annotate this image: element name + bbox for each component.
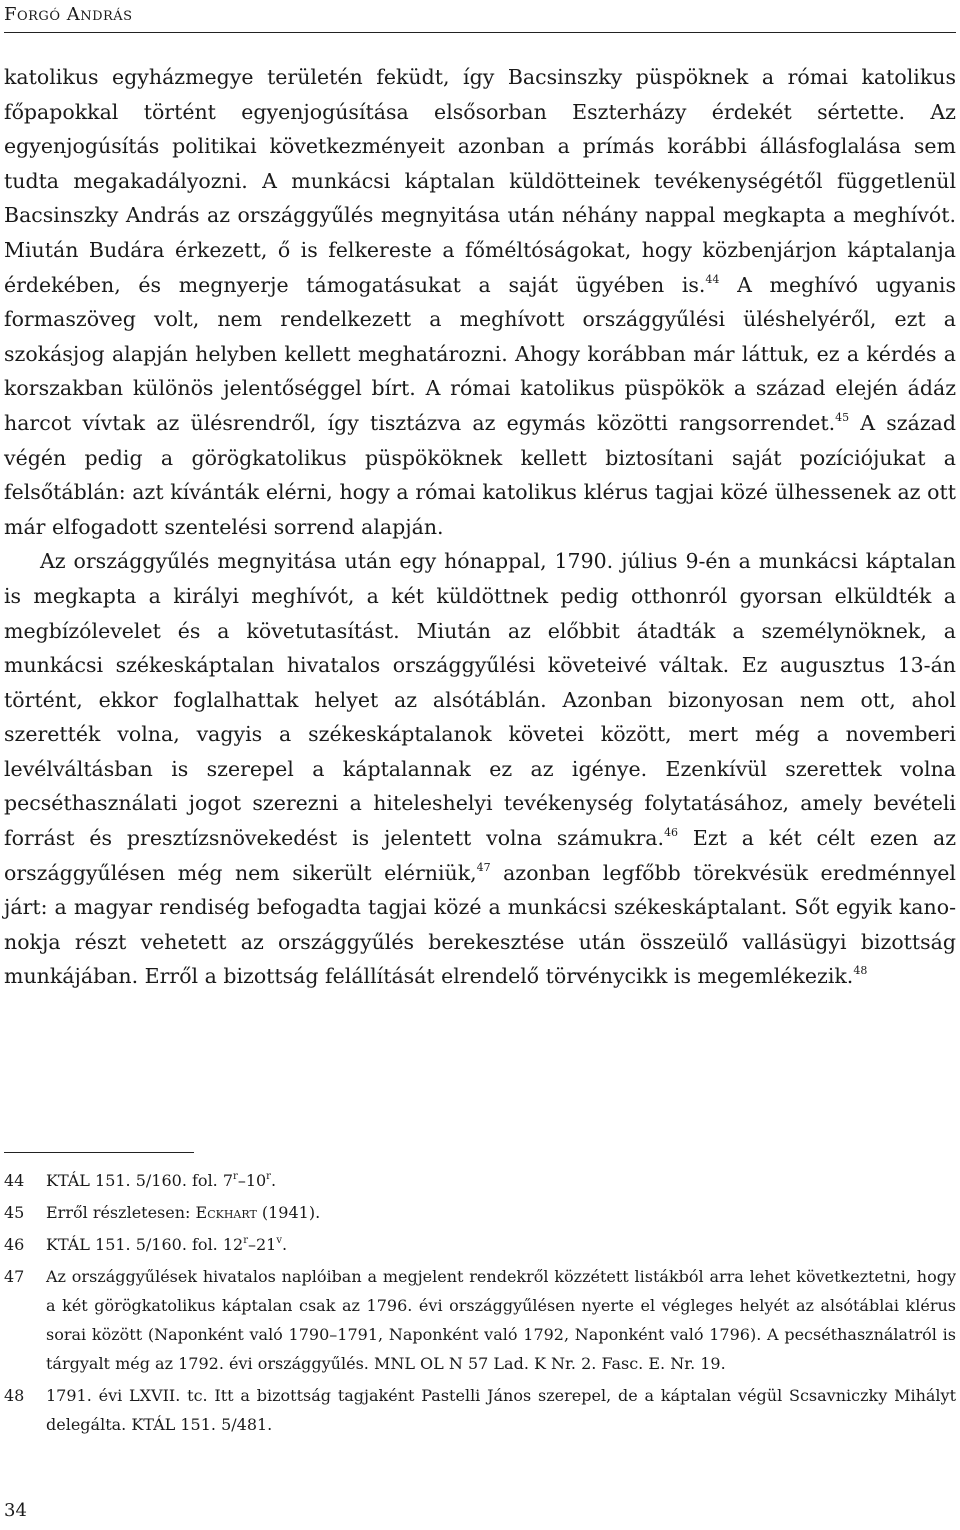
page-number: 34 — [4, 1500, 27, 1521]
footnote-text: KTÁL 151. 5/160. fol. 12$^r$–21$^v$. — [46, 1235, 288, 1254]
footnote-number: 47 — [4, 1267, 25, 1286]
footnote-number: 44 — [4, 1171, 25, 1190]
footnote-ref-48[interactable]: 48 — [853, 964, 868, 978]
footnote-45 — [4, 1198, 956, 1227]
footnote-text: 1791. évi LXVII. tc. Itt a bizottság tagjaként Pastelli János szerepel, de a káptalan végül Scsavniczky Mihályt delegálta. KTÁL 151. 5/481. — [46, 1386, 956, 1434]
footnote-47 — [4, 1262, 956, 1378]
footnote-ref-47[interactable]: 47 — [476, 860, 491, 874]
main-text — [4, 60, 956, 994]
footnote-ref-45[interactable]: 45 — [835, 410, 850, 424]
footnote-number: 46 — [4, 1235, 25, 1254]
footnote-44 — [4, 1166, 956, 1195]
footnote-46 — [4, 1230, 956, 1259]
header-rule — [4, 32, 956, 33]
footnote-ref-46[interactable]: 46 — [664, 826, 679, 840]
footnote-text: Erről részletesen: Eckhart (1941). — [46, 1203, 321, 1222]
footnote-48 — [4, 1381, 956, 1439]
running-head: Forgó András — [4, 4, 133, 25]
footnote-ref-44[interactable]: 44 — [705, 272, 720, 286]
footnote-text: KTÁL 151. 5/160. fol. 7$^r$–10$^r$. — [46, 1171, 277, 1190]
footnotes — [4, 1166, 956, 1439]
paragraph-1: katolikus egyházmegye területén feküdt, így Bacsinszky püspöknek a római katolikus főpapokkal történt egyenjogúsítása elsősorban Eszterházy érdekét sértette. Az egyenjogúsítás politikai következményeit azonban a prímás korábbi állásfoglalása sem tudta megakadályozni. A munkácsi káptalan küldötteinek tevékenységétől függetlenül Bacsinszky András az országgyűlés megnyitása után néhány nappal megkapta a meghívót. Miután Budára érkezett, ő is felkereste a főméltóságokat, hogy közbenjárjon káptalanja érdekében, és megnyerje támogatásukat a saját ügyében is.$^{44}$ A meghívó ugyanis formaszöveg volt, nem rendelkezett a meghívott országgyűlési üléshelyéről, ezt a szokásjog alapján helyben kellett meghatározni. Ahogy korábban már láttuk, ez a kérdés a korszakban különös jelentőséggel bírt. A római katolikus püspökök a század elején ádáz harcot vívtak az ülésrendről, így tisztázva az egymás közötti rangsorrendet.$^{45}$ A század végén pedig a görögkatolikus püspököknek kellett biztosítani saját pozíciójukat a felsőtáblán: azt kívánták elérni, hogy a római katolikus klérus tagjai közé ülhessenek az ott már elfogadott szentelési sorrend alapján. — [4, 65, 956, 539]
paragraph-2: Az országgyűlés megnyitása után egy hónappal, 1790. július 9-én a munkácsi káptalan is megkapta a királyi meghívót, a két küldöttnek pedig otthonról gyorsan elküldték a megbízólevelet és a követutasítást. Miután az előbbit átadták a személynöknek, a munkácsi székeskáptalan hivatalos országgyűlési követeivé váltak. Ez augusztus 13-án történt, ekkor foglalhattak helyet az alsótáblán. Azonban bizonyosan nem ott, ahol szerették volna, vagyis a székeskáptalanok követei között, mert még a novemberi levélváltásban is szerepel a káptalannak ez az igénye. Ezenkívül szerettek volna pecséthasználati jogot szerezni a hiteleshelyi tevékenység folytatásához, amely bevételi forrást és presztízsnövekedést is jelentett volna számukra.$^{46}$ Ezt a két célt ezen az országgyűlésen még nem sikerült elérniük,$^{47}$ azonban legfőbb törekvésük eredménnyel járt: a magyar rendiség befogadta tagjai közé a munkácsi székeskáptalant. Sőt egyik kanonokja részt vehetett az országgyűlés berekesztése után összeülő vallásügyi bizottság munkájában. Erről a bizottság felállítását elrendelő törvénycikk is megemlékezik.$^{48}$ — [4, 549, 956, 989]
footnote-number: 45 — [4, 1203, 25, 1222]
footnote-number: 48 — [4, 1386, 25, 1405]
footnote-text: Az országgyűlések hivatalos naplóiban a megjelent rendekről közzétett listákból arra lehet következtetni, hogy a két görögkatolikus káptalan csak az 1796. évi országgyűlésen nyerte el végleges helyét az alsótáblai klérus sorai között (Naponként való 1790–1791, Naponként való 1792, Naponként való 1796). A pecséthasználatról is tárgyalt még az 1792. évi országgyűlés. MNL OL N 57 Lad. K Nr. 2. Fasc. E. Nr. 19. — [46, 1267, 956, 1373]
author-smallcaps: Eckhart — [195, 1203, 257, 1222]
footnote-rule — [4, 1152, 194, 1153]
